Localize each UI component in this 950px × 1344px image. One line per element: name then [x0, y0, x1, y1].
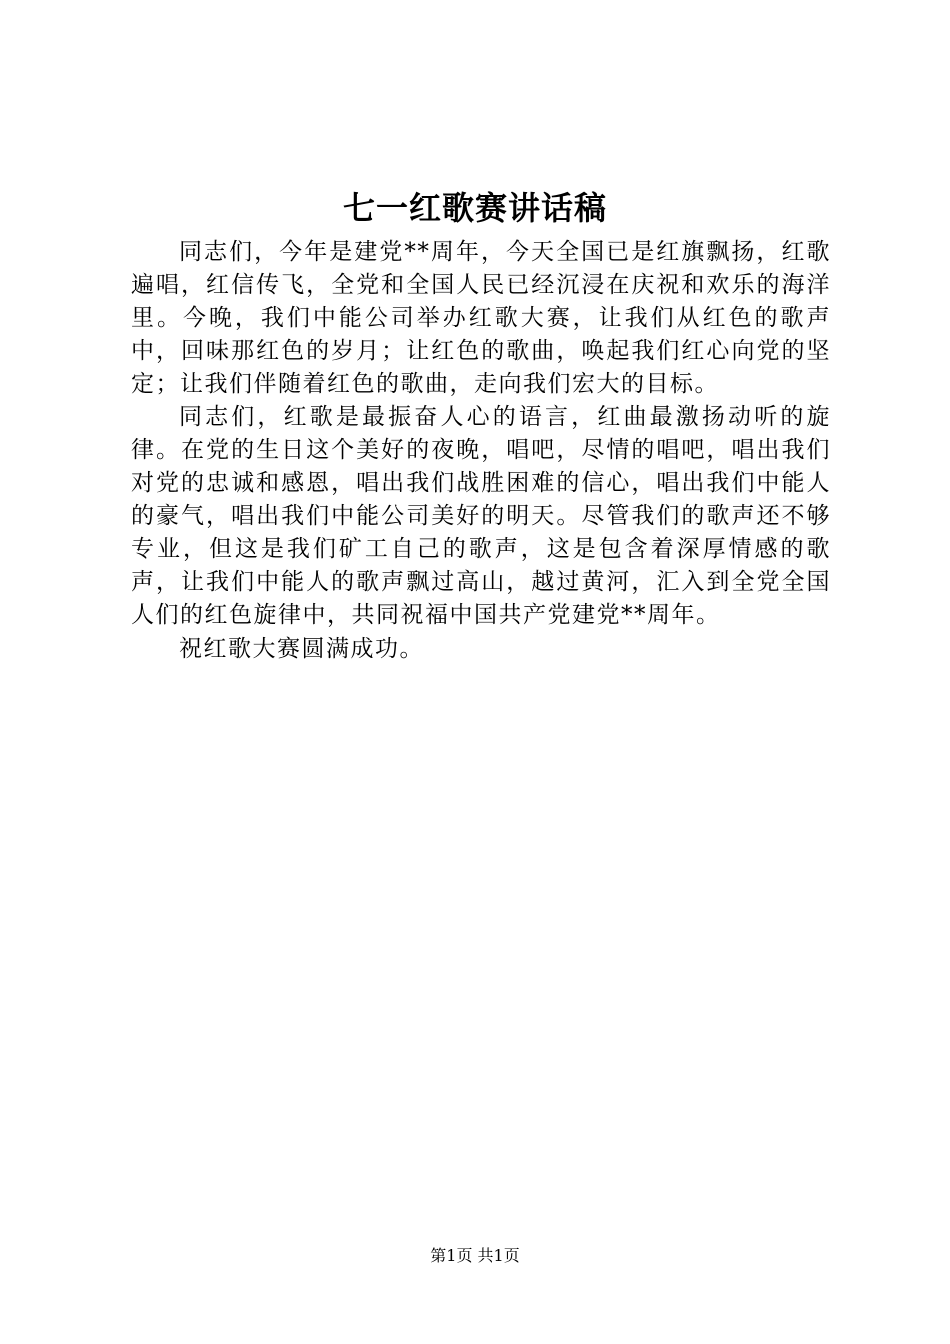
- paragraph-2: 同志们，红歌是最振奋人心的语言，红曲最激扬动听的旋律。在党的生日这个美好的夜晚，唱吧，尽情的唱吧，唱出我们对党的忠诚和感恩，唱出我们战胜困难的信心，唱出我们中能人的豪气，唱出我们中能公司美好的明天。尽管我们的歌声还不够专业，但这是我们矿工自己的歌声，这是包含着深厚情感的歌声，让我们中能人的歌声飘过高山，越过黄河，汇入到全党全国人们的红色旋律中，共同祝福中国共产党建党**周年。: [131, 404, 831, 628]
- document-body: [131, 236, 831, 632]
- paragraph-1: 同志们，今年是建党**周年，今天全国已是红旗飘扬，红歌遍唱，红信传飞，全党和全国人民已经沉浸在庆祝和欢乐的海洋里。今晚，我们中能公司举办红歌大赛，让我们从红色的歌声中，回味那红色的岁月；让红色的歌曲，唤起我们红心向党的坚定；让我们伴随着红色的歌曲，走向我们宏大的目标。: [131, 239, 831, 397]
- closing-line: 祝红歌大赛圆满成功。: [179, 636, 424, 662]
- document-title: 七一红歌赛讲话稿: [342, 189, 607, 227]
- page-footer: 第1页 共1页: [430, 1246, 520, 1265]
